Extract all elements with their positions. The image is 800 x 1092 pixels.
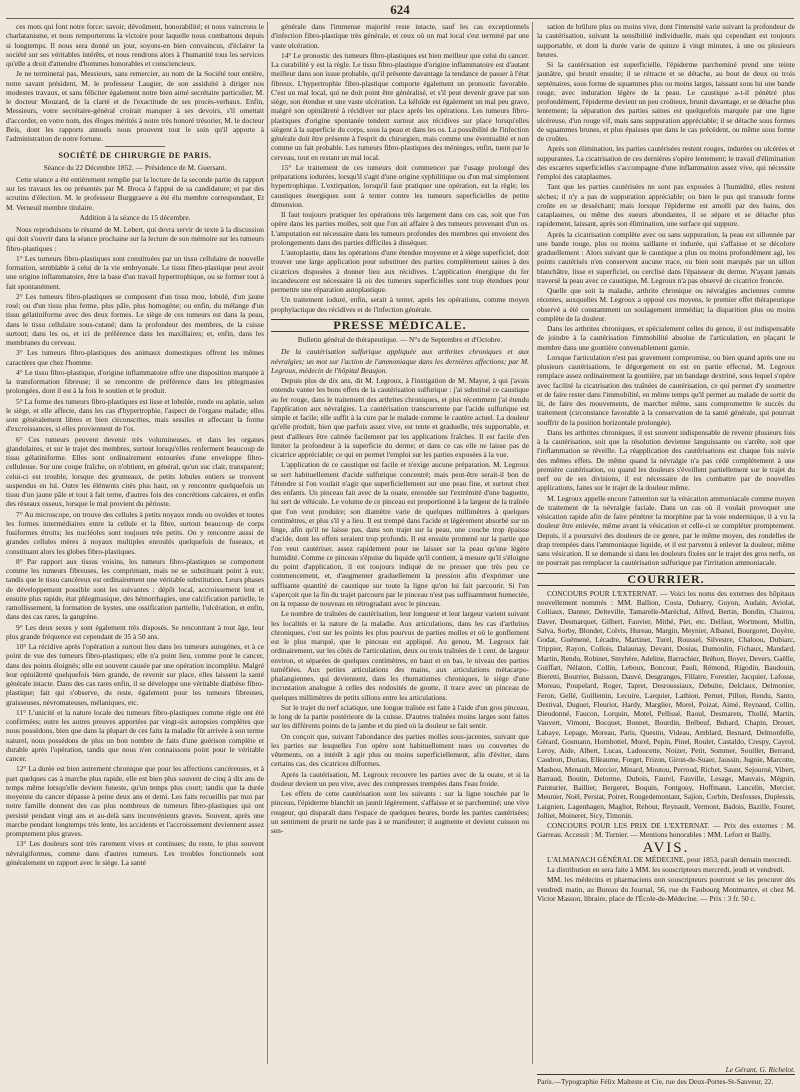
paragraph: ces mots qui font notre force: savoir, dévoûment, honorabilité; et nous vaincrons le charlatanisme, et nous remporterons la victoire pour laquelle nous combattons depuis si longtemps. Il nous sera donné un jour, soyons-en bien convaincus, d'éclairer la société sur ses véritables intérêts, et nous rendrons alors à l'humanité tous les services qu'elle a droit d'attendre d'hommes honorables et consciencieux.	[6, 22, 264, 68]
paragraph: De la cautérisation sulfurique appliquée aux arthrites chroniques et aux névralgies; un mot sur l'action de l'ammoniaque dans les dernières affections; par M. Legroux, médecin de l'hôpital Beaujon.	[271, 347, 529, 375]
press-heading: PRESSE MÉDICALE.	[271, 319, 529, 332]
paragraph: MM. les médecins et pharmaciens non souscripteurs pourront se les procurer dès vendredi matin, au Bureau du Journal, 56, rue du Faubourg Montmartre, et chez M. Victor Masson, libraire, place de l'École-de-Médecine. — Prix : 3 fr. 50 c.	[537, 875, 795, 903]
paragraph: 12° La durée est bien autrement chronique que pour les affections cancéreuses, et à part quelques cas à marche plus rapide, elle est bien plus souvent de cinq à dix ans de temps même lorsqu'elle devient funeste, qu'un temps plus court; tandis que la durée moyenne du cancer dépasse à peine deux ans et demi. Les faits recueillis par moi par notre famille donnent des cas plus nombreux de tumeurs fibro-plastiques qui ont persisté pendant vingt ans et au-delà sans inconvénients graves. Souvent, après une marche pendant longtemps très lente, les accidents et l'accroissement deviennent assez promptement plus graves.	[6, 764, 264, 838]
column-left	[6, 22, 264, 868]
signature: Le Gérant, G. Richelot.	[725, 1065, 795, 1074]
paragraph: 11° L'unicité et la nature locale des tumeurs fibro-plastiques comme règle ont été confirmées; outre les autres preuves apportées par vingt-six autopsies complètes que nous possédons, bien que dans la plupart de ces faits la maladie fût arrivée à son terme naturel, nous possédons de plus un bon nombre de faits d'une guérison complète et durable après l'opération, tandis que nous n'en connaissons point pour le véritable cancer.	[6, 707, 264, 763]
paragraph: 6° Ces tumeurs peuvent devenir très volumineuses, et dans les organes glandulaires, et sur le trajet des membres, surtout lorsqu'elles renferment beaucoup de tissu gélatiniforme. Elles sont ordinairement entourées d'une enveloppe fibro-celluleuse. Sur une coupe fraîche, on n'obtient, en général, qu'un suc clair, transparent; celui-ci est trouble, lorsque des grumeaux, de petits lobules entiers se trouvent suspendus en lui. Outre les éléments cités plus haut, on y rencontre quelquefois un tissu d'un jaune pâle et tout à fait terne, d'autres fois des concrétions calcaires, et enfin des réseaux osseux, lorsque le mal provient du périoste.	[6, 434, 264, 509]
paragraph: 2° Les tumeurs fibro-plastiques se composent d'un tissu mou, lobulé, d'un jaune rosé; ou d'un tissu plus ferme, plus pâle, plus homogène; ou enfin, du mélange d'un tissu gélatiniforme avec des deux formes. Le siège de ces tumeurs est dans la peau, dans le tissu cellulaire sous-cutané; dans la profondeur des membres, de la cuisse surtout; dans les os, et ici de préférence dans les maxillaires; et, enfin, dans les membranes du cerveau.	[6, 291, 264, 347]
paragraph: Nous reproduisons le résumé de M. Lebert, qui devra servir de texte à la discussion qui doit s'ouvrir dans la séance prochaine sur la lecture de son mémoire sur les tumeurs fibro-plastiques :	[6, 225, 264, 253]
paragraph: L'autoplastie, dans les opérations d'une étendue moyenne et à siège superficiel, doit trouver une large application pour substituer des parties complètement saines à des cicatrices disposées à donner lieu aux récidives. L'application énergique du fer incandescent est nécessaire là où des tumeurs superficielles sont trop étendues pour permettre une réparation autoplastique.	[271, 248, 529, 294]
paragraph: 3° Les tumeurs fibro-plastiques des animaux domestiques offrent les mêmes caractères que chez l'homme.	[6, 348, 264, 367]
paragraph: 15° Le traitement de ces tumeurs doit commencer par l'usage prolongé des préparations iodurées, lorsqu'il s'agit d'une origine syphilitique ou d'un mal simplement hypertrophique. L'extirpation, lorsqu'il faut pratiquer une opération, est la règle; les caustiques énergiques sont à tenter contre les tumeurs superficielles de petite dimension.	[271, 162, 530, 209]
paragraph: Un traitement ioduré, enfin, serait à tenter, après les opérations, comme moyen prophylactique des récidives et de l'infection générale.	[271, 295, 529, 314]
paragraph: 4° Le tissu fibro-plastique, d'origine inflammatoire offre une disposition marquée à la transformation fibreuse; il se rencontre de préférence dans les phlegmasies prolongées, dont il est à la fois le soutien et le produit.	[6, 367, 264, 396]
bulletin-title: Bulletin général de thérapeutique. — N°s de Septembre et d'Octobre.	[297, 335, 503, 344]
paragraph: CONCOURS POUR LES PRIX DE L'EXTERNAT. — Prix des externes : M. Garreau. Accessit : M. Turnier. — Mentions honorables : MM. Lefort et Bailly.	[537, 821, 795, 840]
footer	[537, 1065, 795, 1086]
column-right	[537, 22, 795, 904]
paragraph: CONCOURS POUR L'EXTERNAT. — Voici les noms des externes des hôpitaux nouvellement nommés : MM. Ballion, Costa, Dubarry, Guyon, Audain, Aviolat, Colliaux, Danner, Delteville, Tamarelle-Maréchal, Alfred, Bertin, Bondin, Chairou, Daver, Desmarquet, Gilbert, Fauvier, Mithé, Piet, etc. Delfaut, Wortmont, Mollin, Salva, Sorby, Blondet, Colvis, Hureau, Margin, Meynier, Albanel, Bourgoret, Doyère, Godat, Guémené, Lécadre, Martinet, Turel, Roussel, Silvestre, Chaloou, Dubiarc, Trippier, Rayon, Collois, Dalaunay, Devant, Dosias, Dumoulin, Fichaux, Mandard, Martin, Rendu, Robinet, Smyhère, Adeline, Barrachier, Bréhon, Boyer, Devers, Gaëlle, Guiffart, Nélaton, Collin, Leboux, Boncour, Pauli, Rémond, Rigodin, Baudouin, Bieretti, Bourrier, Buisson, Dauvé, Desgranges, Fillatre, Forestier, Jacquier, Lafosse, Moreau, Poupelard, Roger, Tapret, Desroussiaux, Debuite, Delclaux, Delmonier, Feron, Gellé, Guillemin, Lecuire, Larquier, Lathion, Pernet, Pillon, Rendu, Santo, Destival, Duguet, Fleuriot, Hardy, Marglier, Morel, Poizat, Aimé, Reynaud, Collin, Dieudonné, Faucon, Lorquin, Motel, Pellissé, Raoul, Desmarets, Thollé, Martin, Vauvert, Vimont, Bocquet, Bonnet, Bourdin, Brébeuf, Buhard, Chapin, Drouet, Lahaye, Lepage, Moreau, Paris, Questin, Videau, Amblard, Besnard, Delmonfelle, Gérard, Gosmann, Hornbottel, Morel, Pepin, Pinel, Roulet, Castaldo, Crespy, Cayrol, Leroy, Aide, Albert, Lucas, Ladoucette, Noizet, Petit, Sommer, Souillet, Berrand, Caudron, Duriau, Elleaume, Forget, Frizon, Giron-de-Suaer, Jaussin, Jugnie, Marcotte, Masbou, Menault, Mercier, Minard, Moutou, Perroud, Richet, Saunt, Sejourné, Vibert, Barraud, Boutin, Delorme, Dubois, Faurel, Fauville, Lesage, Mauvais, Mégnin, Painturier, Baillier, Bergeret, Boquin, Fontgouy, Hoffmann, Lancelin, Mercier, Meunier, Noël, Persiat, Poiret, Rougedemontant, Sajion, Corbin, Desfosses, Duplessis, Laignien, Lagenhagen, Magliot, Rebout, Reynault, Vermont, Badois, Bazille, Fouret, Jolliet, Moineret, Sicy, Timonin.	[537, 588, 795, 820]
avis-heading: AVIS.	[642, 839, 690, 856]
paragraph: 13° Les douleurs sont très rarement vives et continues; du reste, le plus souvent névralgiformes, comme dans d'autres tumeurs. Les troubles fonctionnels sont généralement en rapport avec le siège. La santé	[6, 839, 264, 867]
courrier-heading: COURRIER.	[537, 573, 795, 586]
paragraph: Lorsque l'articulation n'est pas gravement compromise, ou bien quand après une ou plusieurs cautérisations, le dégorgement en est en partie effectué, M. Legroux remplace assez ordinairement la gouttière, par un bandage dextriné, sous lequel s'opère avec facilité la cicatrisation des traînées de cautérisation, ce qui permet d'y soumettre et de faire rester dans l'immobilité, en même temps qu'il permet au malade de sortir du lit, de faire des mouvements, de marcher même, sans compromettre le succès du traitement (circonstance favorable à la conservation de la santé générale, qui pourrait souffrir de la position horizontale prolongée).	[537, 352, 795, 427]
paragraph: générale dans l'immense majorité reste intacte, sauf les cas exceptionnels d'infection fibro-plastique très générale, et ceux où un mal local s'est terminé par une vaste ulcération.	[271, 22, 529, 50]
section-subtitle: Séance du 22 Décembre 1852. — Présidence de M. Guersant.	[43, 162, 227, 172]
paragraph: Il faut toujours pratiquer les opérations très largement dans ces cas, soit que l'on opère dans les parties molles, soit que l'on ait affaire à des tumeurs provenant d'un os. L'amputation est nécessaire dans les tumeurs profondes des membres qui envoient des prolongements dans des parties difficiles à disséquer.	[271, 210, 529, 247]
paragraph: Sur le trajet du nerf sciatique, une longue traînée est faite à l'aide d'un gros pinceau, le long de la partie postérieure de la cuisse. D'autres traînées moins larges sont faites sur les différents points de la jambe et du pied où la douleur se fait sentir.	[271, 702, 529, 731]
paragraph: Tant que les parties cautérisées ne sont pas exposées à l'humidité, elles restent sèches; il n'y a pas de suppuration appréciable; ou bien le pus qui transude forme croûte en se desséchant; mais lorsque l'épiderme est amolli par des bains, des cataplasmes, ou même des sueurs abondantes, il se sépare et se détache plus rapidement, laissant, après son élimination, une surface qui suppure.	[537, 182, 795, 229]
column-divider	[532, 22, 533, 1064]
paragraph: Après la cautérisation, M. Legroux recouvre les parties avec de la ouate, et si la douleur devient un peu vive, avec des compresses trempées dans l'eau froide.	[271, 769, 529, 788]
paragraph: Quelle que soit la maladie, arthrite chronique ou névralgies anciennes comme récentes, auxquelles M. Legroux a opposé ces moyens, le premier effet thérapeutique observé a été constamment un soulagement immédiat; la disparition plus ou moins complète de la douleur.	[537, 286, 795, 323]
paragraph: 10° La récidive après l'opération a surtout lieu dans les tumeurs autogènes, et à ce point de vue des tumeurs fibro-plastiques; elle n'a point lieu, comme pour le cancer, dans des points éloignés; elle est souvent causée par une opération incomplète. Malgré leur opiniâtreté quelquefois bien grande, de revenir sur place, elles laissent la santé générale intacte. Dans des cas rares enfin, il se développe une véritable diathèse fibro-plastique; fait qui s'observe, du reste, également pour les tumeurs fibreuses, graisseuses, névromateuses, mélaniques, etc.	[6, 642, 264, 707]
paragraph: Cette séance a été entièrement remplie par la lecture de la seconde partie du rapport sur les travaux les ou présentés par M. Broca à l'appui de sa candidature; et par des scrutins d'élection. M. le professeur Burggraeve a été élu membre correspondant, Et M. Verneuil membre titulaire.	[6, 174, 264, 212]
paragraph: Depuis plus de dix ans, dit M. Legroux, à l'instigation de M. Mayor, à qui j'avais entendu vanter les bons effets de la cautérisation sulfurique : j'ai substitué ce caustique au fer rouge, dans le traitement des arthrites chroniques, et plus récemment j'ai étendu l'application aux névralgies. La cautérisation transcurrente par l'acide sulfurique est simple et facile; elle suffit à la cure par le malade comme le cautère actuel. La douleur qu'elle produit, bien que parfois assez vive, est tente et graduelle, très supportable, et peut d'ailleurs être calmée facilement par les applications fraîches. Il est facile d'en limiter la profondeur à la superficie du derme; et dans ce cas elle ne laisse pas de cicatrice appréciable; ce qui en permet l'emploi sur les parties exposées à la vue.	[271, 376, 529, 459]
paragraph: sation de brûlure plus ou moins vive, dont l'intensité varie suivant la profondeur de la cautérisation, suivant la sensibilité individuelle, mais qui cependant est toujours supportable, et dont la durée varie de quinze à vingt minutes, à une ou plusieurs heures.	[537, 22, 795, 59]
paragraph: 5° La forme des tumeurs fibro-plastiques est lisse et lobulée, ronde ou aplatie, selon le siège, et elle affecte, dans les cas d'hypertrophie, l'aspect de l'organe malade; elles sont généralement libres et bien circonscrites, mais sessiles et affectant la forme d'excroissances, si elles proviennent de l'os.	[6, 396, 264, 434]
paragraph: 1° Les tumeurs fibro-plastiques sont constituées par un tissu cellulaire de nouvelle formation, semblable à celui de la vie embryonale. Le tissu fibro-plastique peut avoir une origine inflammatoire, être la base d'un travail hypertrophique, ou se former tout à fait spontanément.	[6, 253, 264, 291]
paragraph: Les effets de cette cautérisation sont les suivants : sur la ligne touchée par le pinceau, l'épiderme blanchit un jaunit légèrement, s'affaisse et se parcheminé; une vive rougeur, qui disparaît dans l'espace de quelques heures, borde les parties cautérisées; un sentiment de prurit ne tarde pas à se manifester; il augmente et devient cuisson ou sen-	[271, 789, 529, 835]
paragraph: L'application de ce caustique est facile et n'exige aucune préparation. M. Legroux se sert habituellement d'acide sulfurique concentré; mais peut-être serait-il bon de l'étendre si l'on voulait n'agir que superficiellement sur une peau fine, et surtout chez des enfants. Un pinceau fait avec de la ouate, enroulée sur l'extrémité d'une baguette, lui sert de véhicule. Le volume de ce pinceau est proportionné à la largeur de la traînée que l'on veut produire; son diamètre varie de quelques millimètres à quelques centimètres, et plus s'il y a lieu. Il est trempé dans l'acide et légèrement absorbé sur un linge, afin qu'il ne laisse pas, dans son trajet sur la peau, une couche trop épaisse d'acide, dont les effets seraient trop profonds. Il est ensuite promené sur la partie que l'on veut cautériser, assez rapidement pour ne laisser sur la peau qu'une légère humidité. Comme ce pinceau s'épuise du liquide qu'il contient, à mesure qu'il s'éloigne du point d'application, il est toujours indiqué de ne presser que très peu ce commencement, et, d'augmenter graduellement la pression afin d'exprimer une suffisante quantité de caustique sur toute la ligne qu'on lui fait parcourir. Si l'on s'aperçoit que la fin du trajet parcouru par le pinceau n'est pas suffisamment humectée, on la repasse de nouveau en rétrogradant avec le pinceau.	[271, 460, 529, 608]
header-rule	[6, 18, 794, 19]
column-middle	[271, 22, 529, 836]
paragraph: L'ALMANACH GÉNÉRAL DE MÉDECINE, pour 1853, paraît demain mercredi.	[547, 854, 792, 864]
column-divider	[267, 22, 268, 1064]
paragraph: Dans les arthrites chroniques, il est souvent indispensable de revenir plusieurs fois à la cautérisation, soit que la résolution devienne languissante ou s'arrête, soit que l'inflammation se réveille. La réapplication des cautérisations est chaque fois suivie des mêmes effets. De même quand la névralgie n'a pas cédé complètement à une première cautérisation, ou quand les douleurs s'éveillent partiellement sur le trajet du nerf ou de ses divisions, il est nécessaire de les combattre par de nouvelles applications, faites sur le trajet de la douleur même.	[537, 427, 795, 493]
paragraph: Après la cicatrisation complète avec ou sans suppuration, la peau est sillonnée par une bande rouge, plus ou moins saillante et indurée, qui s'affaisse et se décolore graduellement : Alors suivant que le caustique a plus ou moins profondément agi, les points cautérisés n'en conservent aucune trace, ou bien sont marqués par un sillon blanchâtre, lisse et superficiel, ou cerclisé dans l'épaisseur du derme. N'ayant jamais traversé la peau avec ce caustique, M. Legroux n'a pas observé de cicatrice froncée.	[537, 229, 795, 285]
paragraph: 9° Les deux sexes y sont également très disposés. Se rencontrant à tout âge, leur plus grande fréquence est cependant de 35 à 50 ans.	[6, 622, 264, 641]
paragraph: Dans les arthrites chroniques, et spécialement celles du genou, il est indispensable de joindre à la cautérisation l'immobilité absolue de l'articulation, en plaçant le membre dans une gouttière convenablement garnie.	[537, 324, 795, 352]
paragraph: On conçoit que, suivant l'abondance des parties molles sous-jacentes, suivant que les parties sur lesquelles l'on opère sont habituellement nues ou couvertes de vêtements, on a intérêt à agir plus ou moins superficiellement, afin d'éviter, dans certains cas, des cicatrices difformes.	[271, 731, 529, 769]
addition-title: Addition à la séance du 15 décembre.	[79, 212, 191, 222]
printer-line: Paris.—Typographie Félix Malteste et Cie, rue des Deux-Portes-St-Sauveur, 22.	[537, 1074, 795, 1086]
paragraph: 8° Par rapport aux tissus voisins, les tumeurs fibro-plastiques se comportent comme les tumeurs fibreuses, les comprimant, mais ne se substituant point à eux; tandis que le tissu cancéreux est ordinairement une véritable substitution. Leurs phases de développement possible sont les suivantes : dépôt local, accroissement lent et ensuite plus rapide, état phlegmasique, des hémorrhagies, une calcification partielle, le ramollissement, la formation de kystes, une ossification partielle, l'ulcération, et enfin, dans des cas rares, la gangrène.	[6, 556, 264, 622]
divider	[105, 146, 165, 147]
paragraph: Le nombre de traînées de cautérisation, leur longueur et leur largeur varient suivant les localités et la nature de la maladie. Aux articulations, dans les cas d'arthrites chroniques, c'est sur les points les plus pourvus de parties molles et où le gonflement est le plus marqué, que le pinceau est appliqué. Au genou, M. Legroux fait ordinairement, sur les côtés de l'articulation, deux ou trois traînées de 1 cent. de largeur environ, et séparées de quelques centimètres, en haut et en bas, le niveau des parties tuméfiées. Aux petites articulations des mains, aux articulations métacarpo-phalangiennes, qui deviennent, dans les rhumatismes chroniques, le siège d'une incrustation analogue à celles des nodosités de goutte, il trace avec un pinceau de quelques millimètres de petits sillons entre les articulations.	[271, 609, 529, 702]
paragraph: Si la cautérisation est superficielle, l'épiderme parcheminé prend une teinte jaunâtre, qui brunit ensuite; il se rétracte et se détache, au bout de deux ou trois septénaires, sous forme de squammes plus ou moins larges, laissant sous lui une bande rouge, avec induration légère de la peau. Le caustique a-t-il pénétré plus profondément, l'épiderme devient un peu croûteux, brunit davantage, et se détache plus lentement; la séparation des parties saines est quelquefois marquée par une ligne ulcéreuse, d'un rouge vif, mais sans suppuration appréciable; il se détache sous formes de squammes brunes, et plus épaisses que dans le cas précédent, ou même sous forme de croûtes.	[537, 60, 795, 143]
paragraph: Après son élimination, les parties cautérisées restent rouges, indurées ou ulcérées et suppurantes. La cicatrisation de ces dernières s'opère lentement; le travail d'élimination des escarres superficielles s'accompagne d'une inflammation assez vive, qui nécessite l'emploi des cataplasmes.	[537, 144, 795, 181]
page-number: 624	[390, 2, 410, 17]
paragraph: La distribution en sera faite à MM. les souscripteurs mercredi, jeudi et vendredi.	[547, 865, 785, 874]
paragraph: M. Legroux appelle encore l'attention sur la vésication ammoniacale comme moyen de traitement de la névralgie faciale. Dans un cas où il voulait provoquer une vésication rapide afin de faire pénétrer la morphine par la voie endermique, il a vu la douleur être enlevée, même avant la vésication et celle-ci se compléter promptement. Depuis, il a poursuivi des douleurs de ce genre, par le même moyen, des rondelles de drap trempées dans l'ammoniaque liquide, et il est parvenu à enlever la douleur, même sans vésication. Il se demande si dans les douleurs fixées sur le trajet des gros nerfs, on ne pourrait pas remplacer la cautérisation sulfurique par l'irritation ammoniacale.	[537, 493, 795, 568]
paragraph: 7° Au microscope, on trouve des cellules à petits noyaux ronds ou ovoïdes et toutes les formes intermédiaires entre la cellule et la fibre, surtout beaucoup de corps fusiformes étroits; les nucléoles sont toujours très petits. On y rencontre aussi de grandes cellules mères à noyaux multiples enroulés quelquefois de fuseaux, et constituant alors les globes fibro-plastiques.	[6, 509, 264, 556]
section-title: SOCIÉTÉ DE CHIRURGIE DE PARIS.	[58, 151, 212, 161]
paragraph: 14° Le pronostic des tumeurs fibro-plastiques est bien meilleur que celui du cancer. La curabilité y est la règle. Le tissu fibro-plastique d'origine inflammatoire est d'autant meilleur dans son issue probable, qu'il présente davantage la tendance de passer à l'état fibreux. L'hypertrophie fibro-plastique comporte également un pronostic favorable. C'est un mal local, qui ne doit point être généralisé, et s'il peut devenir grave par son siège, son étendue et une vaste ulcération. La kéloïde est également un mal peu grave, malgré son opiniâtreté à récidiver sur place après les opérations. Les tumeurs fibro-plastiques d'origine spontanée tendent surtout aux récidives sur place lorsqu'elles siègent à la superficie du corps, sous la peau et dans les os. La possibilité de l'infection générale doit être présente à l'esprit du chirurgien, mais comme une éventualité et non comme un fait probable. Les tumeurs fibro-plastiques des méninges, enfin, tuent par le cerveau, tout en restant un mal local.	[271, 50, 529, 162]
paragraph: Je ne terminerai pas, Messieurs, sans remercier, au nom de la Société tout entière, notre savant président, M. le professeur Laugier, de son assiduité à diriger nos modestes travaux, et sans féliciter également notre bien aimé secrétaire particulier, M. le docteur Mouzard, de la clarté et de l'exactitude de ses procès-verbaux. Enfin, Messieurs, votre secrétaire-général croirait manquer à ses devoirs, s'il omettait d'accorder, en votre nom, des éloges mérités à notre très honoré trésorier, M. le docteur Beis, dont les rapports annuels nous prouvent tout le soin qu'il apporte à l'administration de notre fortune.	[6, 69, 264, 143]
